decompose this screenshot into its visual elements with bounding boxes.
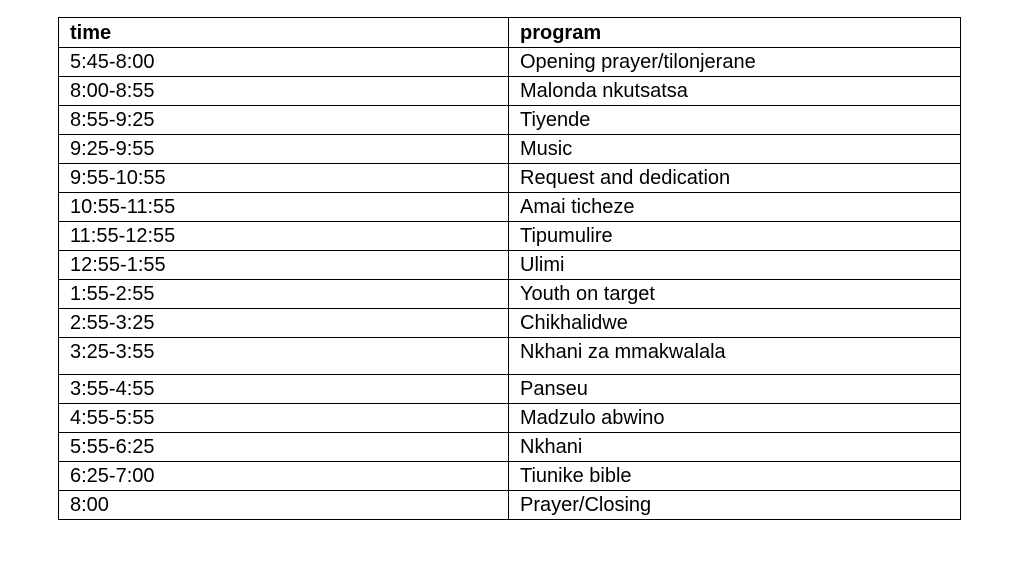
program-cell: Amai ticheze: [509, 193, 961, 222]
program-cell: Ulimi: [509, 251, 961, 280]
table-row: [59, 433, 961, 462]
table-row: [59, 77, 961, 106]
time-cell: 5:45-8:00: [59, 48, 509, 77]
time-cell: 4:55-5:55: [59, 404, 509, 433]
table-row: [59, 338, 961, 375]
time-cell: 8:00-8:55: [59, 77, 509, 106]
table-row: [59, 491, 961, 520]
program-cell: Panseu: [509, 375, 961, 404]
table-row: [59, 48, 961, 77]
schedule-table: [58, 17, 961, 520]
header-time: time: [59, 18, 509, 48]
program-cell: Prayer/Closing: [509, 491, 961, 520]
time-cell: 3:25-3:55: [59, 338, 509, 375]
time-cell: 5:55-6:25: [59, 433, 509, 462]
time-cell: 10:55-11:55: [59, 193, 509, 222]
program-cell: Madzulo abwino: [509, 404, 961, 433]
program-cell: Chikhalidwe: [509, 309, 961, 338]
table-row: [59, 193, 961, 222]
time-cell: 6:25-7:00: [59, 462, 509, 491]
time-cell: 9:25-9:55: [59, 135, 509, 164]
table-row: [59, 135, 961, 164]
table-row: [59, 404, 961, 433]
time-cell: 9:55-10:55: [59, 164, 509, 193]
time-cell: 8:00: [59, 491, 509, 520]
header-program: program: [509, 18, 961, 48]
time-cell: 11:55-12:55: [59, 222, 509, 251]
program-cell: Nkhani: [509, 433, 961, 462]
table-row: [59, 251, 961, 280]
program-cell: Youth on target: [509, 280, 961, 309]
program-cell: Tiunike bible: [509, 462, 961, 491]
table-row: [59, 280, 961, 309]
table-row: [59, 309, 961, 338]
time-cell: 3:55-4:55: [59, 375, 509, 404]
program-cell: Music: [509, 135, 961, 164]
table-row: [59, 375, 961, 404]
table-row: [59, 222, 961, 251]
table-row: [59, 164, 961, 193]
program-cell: Request and dedication: [509, 164, 961, 193]
table-header-row: [59, 18, 961, 48]
table-row: [59, 462, 961, 491]
program-cell: Tipumulire: [509, 222, 961, 251]
program-cell: Opening prayer/tilonjerane: [509, 48, 961, 77]
table-row: [59, 106, 961, 135]
time-cell: 12:55-1:55: [59, 251, 509, 280]
time-cell: 1:55-2:55: [59, 280, 509, 309]
time-cell: 2:55-3:25: [59, 309, 509, 338]
program-cell: Tiyende: [509, 106, 961, 135]
program-cell: Nkhani za mmakwalala: [509, 338, 961, 375]
time-cell: 8:55-9:25: [59, 106, 509, 135]
program-cell: Malonda nkutsatsa: [509, 77, 961, 106]
